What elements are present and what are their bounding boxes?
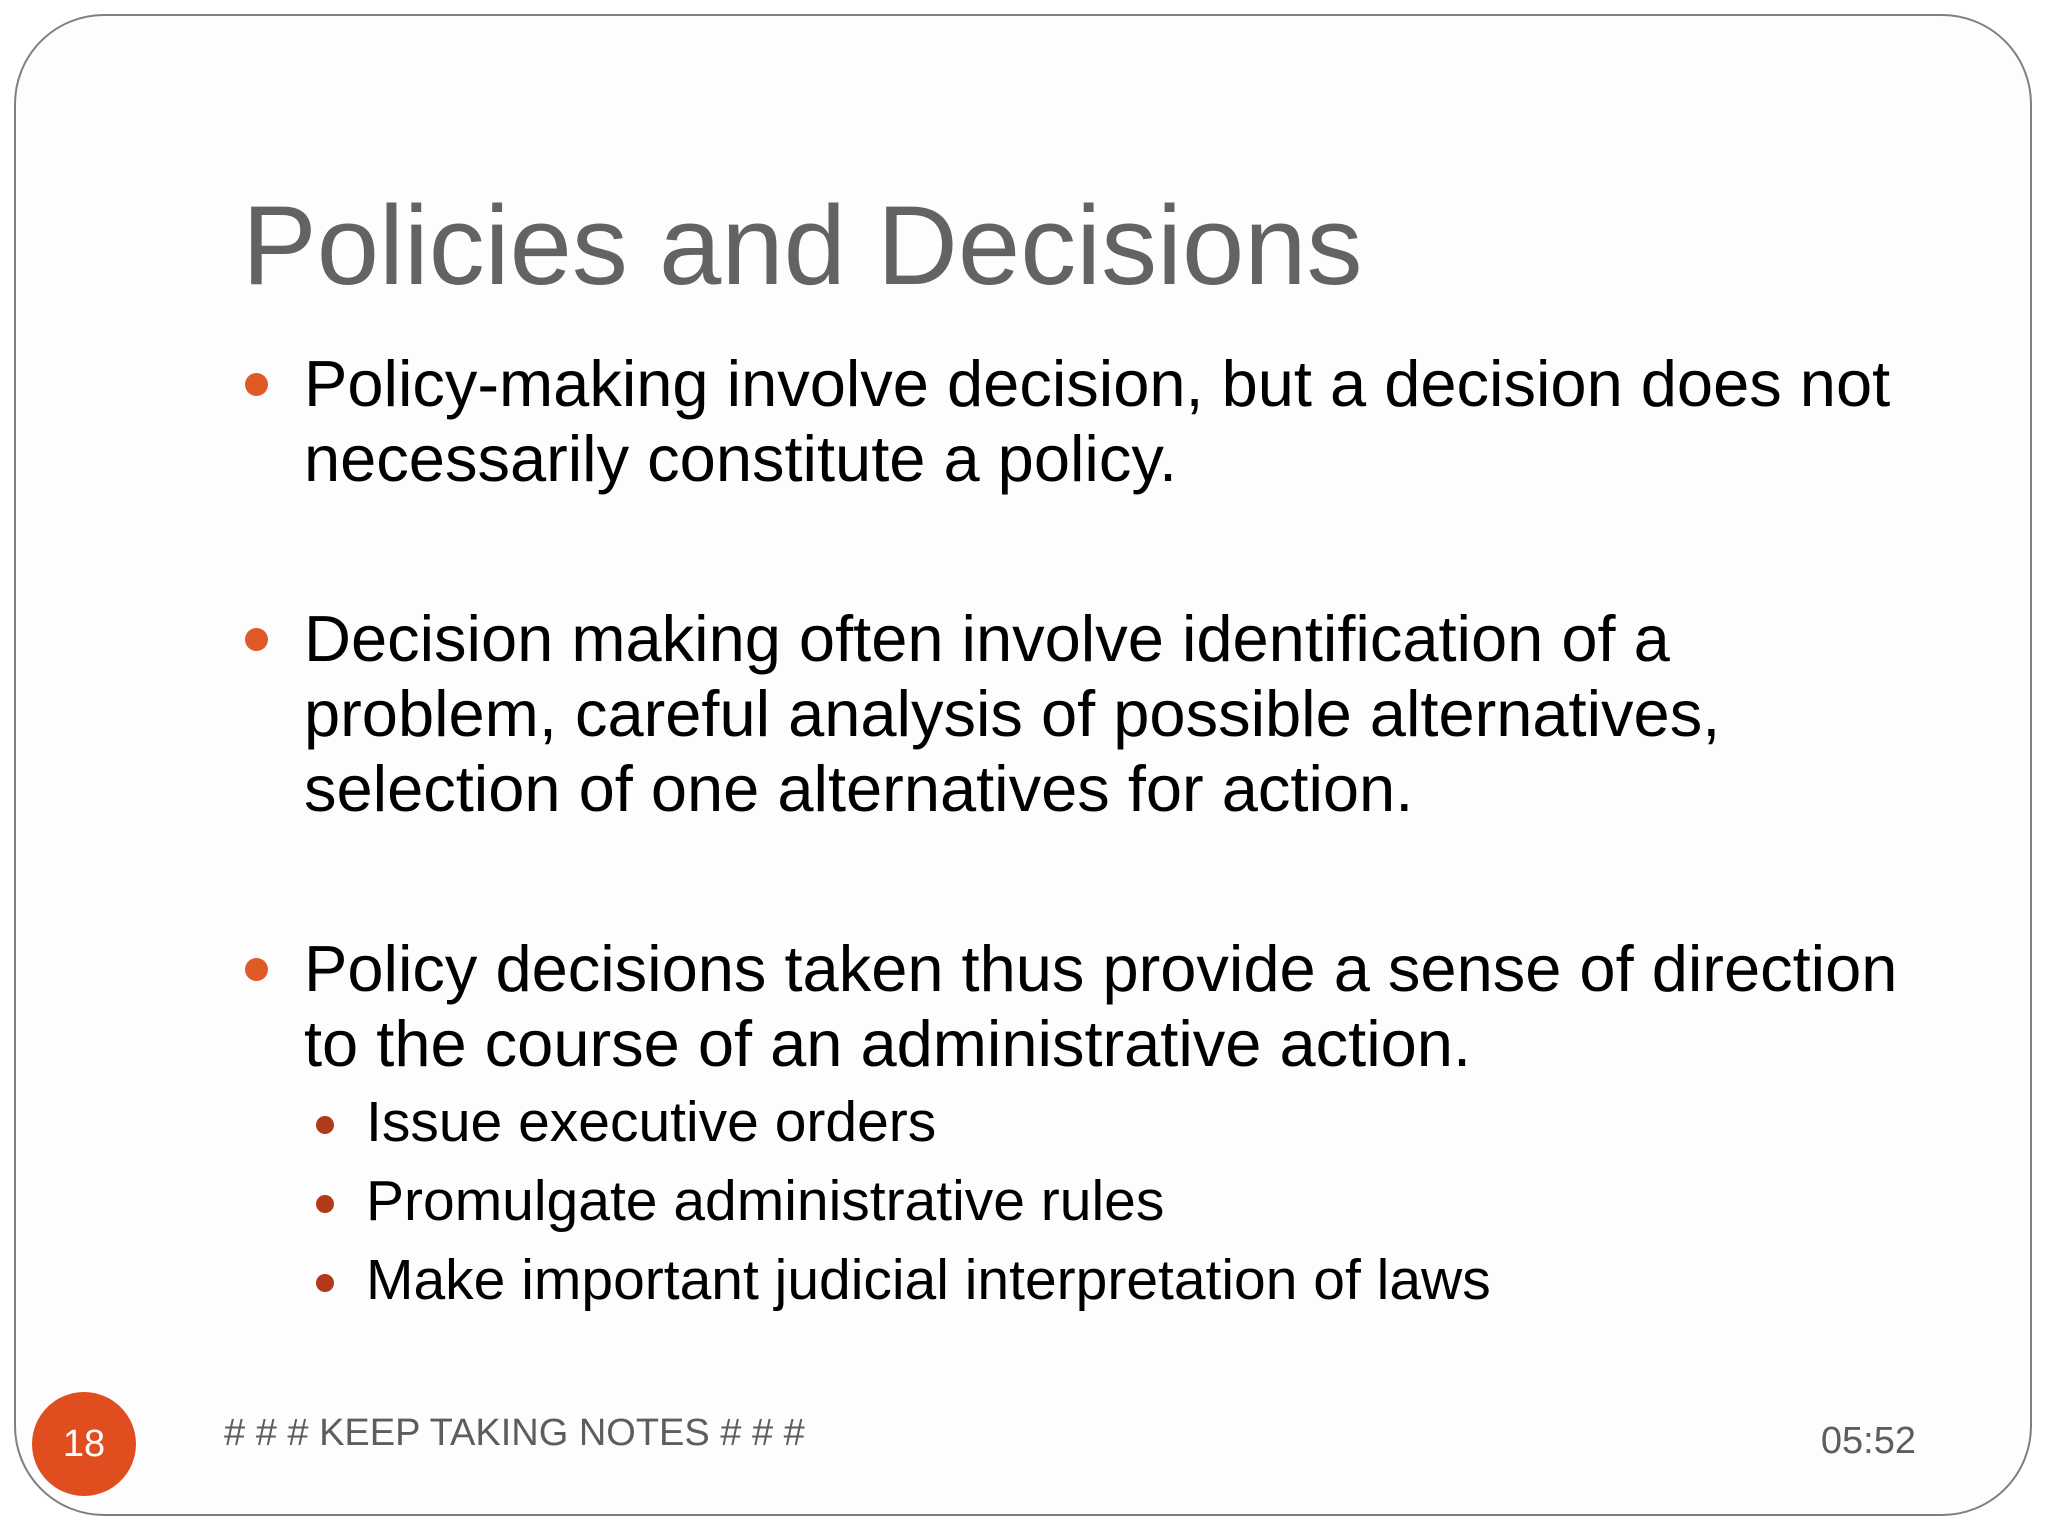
bullet-item	[304, 346, 1904, 496]
sub-bullet-item	[366, 1241, 1904, 1320]
bullet-text: Decision making often involve identification of a problem, careful analysis of possible alternatives, selection of one alternatives for action.	[304, 602, 1721, 825]
slide-frame	[14, 14, 2032, 1516]
footer-time: 05:52	[1820, 1420, 1916, 1462]
sub-bullet-text: Make important judicial interpretation of laws	[366, 1248, 1491, 1312]
sub-bullet-dot-icon	[316, 1116, 334, 1134]
sub-bullet-text: Promulgate administrative rules	[366, 1169, 1165, 1233]
sub-bullet-list	[304, 1083, 1904, 1320]
bullet-dot-icon	[245, 628, 268, 651]
sub-bullet-item	[366, 1083, 1904, 1162]
bullet-list	[304, 346, 1904, 1320]
page-number-badge: 18	[32, 1392, 136, 1496]
sub-bullet-dot-icon	[316, 1274, 334, 1292]
bullet-dot-icon	[245, 373, 268, 396]
sub-bullet-text: Issue executive orders	[366, 1090, 937, 1154]
bullet-text: Policy decisions taken thus provide a sense of direction to the course of an administrative action.	[304, 932, 1898, 1080]
bullet-text: Policy-making involve decision, but a decision does not necessarily constitute a policy.	[304, 347, 1891, 495]
footer-note: # # # KEEP TAKING NOTES # # #	[224, 1412, 805, 1454]
sub-bullet-dot-icon	[316, 1195, 334, 1213]
bullet-item	[304, 601, 1904, 826]
slide-title: Policies and Decisions	[242, 183, 1363, 308]
bullet-dot-icon	[245, 958, 268, 981]
bullet-item	[304, 931, 1904, 1320]
sub-bullet-item	[366, 1162, 1904, 1241]
